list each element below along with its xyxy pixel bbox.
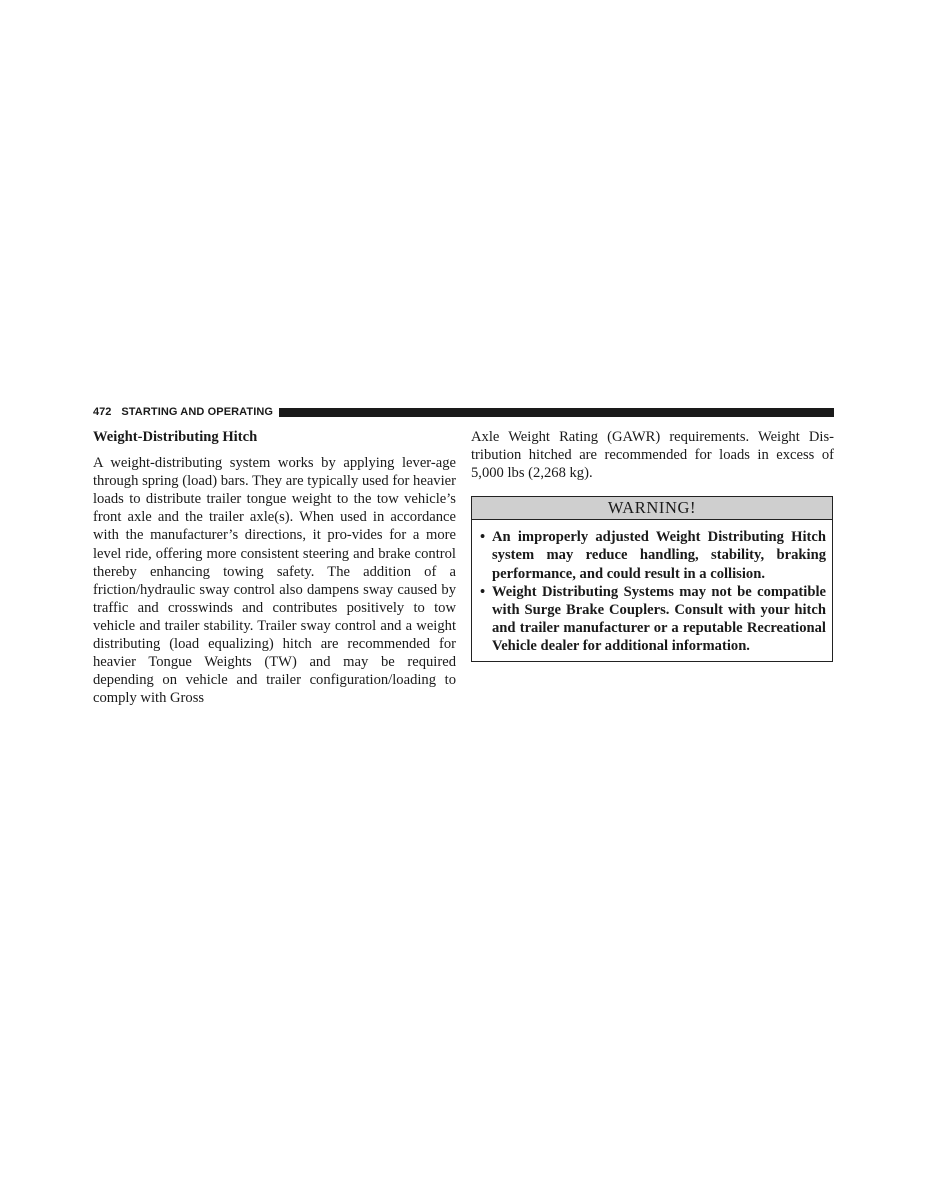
warning-title: WARNING! [472,497,832,520]
body-paragraph: A weight-distributing system works by applying lever-age through spring (load) bars. They are typically used for heavier loads to distribute trailer tongue weight to the tow vehicle’s front axle and the trailer axle(s). When used in accordance with the manufacturer’s directions, it pro-vides for a more level ride, offering more consistent steering and brake control thereby enhancing towing safety. The addition of a friction/hydraulic sway control also dampens sway caused by traffic and crosswinds and contributes positively to tow vehicle and trailer stability. Trailer sway control and a weight distributing (load equalizing) hitch are recommended for heavier Tongue Weights (TW) and may be required depending on vehicle and trailer configuration/loading to comply with Gross [93,455,456,707]
page-number: 472 [93,406,112,418]
body-paragraph-continued: Axle Weight Rating (GAWR) requirements. Weight Dis-tribution hitched are recommended for loads in excess of 5,000 lbs (2,268 kg). [471,429,834,482]
warning-box [471,496,833,662]
warning-list [472,520,832,661]
right-column [471,428,834,662]
warning-item-text: An improperly adjusted Weight Distributing Hitch system may reduce handling, stability, braking performance, and could result in a collision. [492,529,826,582]
warning-item [480,583,826,655]
page-header [93,405,834,419]
bullet-icon: • [480,529,486,546]
bullet-icon: • [480,583,486,600]
header-rule [279,408,834,417]
section-title: STARTING AND OPERATING [121,406,274,418]
left-column [93,428,456,707]
section-heading: Weight-Distributing Hitch [93,429,258,445]
warning-item-text: Weight Distributing Systems may not be compatible with Surge Brake Couplers. Consult with your hitch and trailer manufacturer or a reputable Recreational Vehicle dealer for additional information. [492,583,826,654]
warning-item [480,528,826,582]
